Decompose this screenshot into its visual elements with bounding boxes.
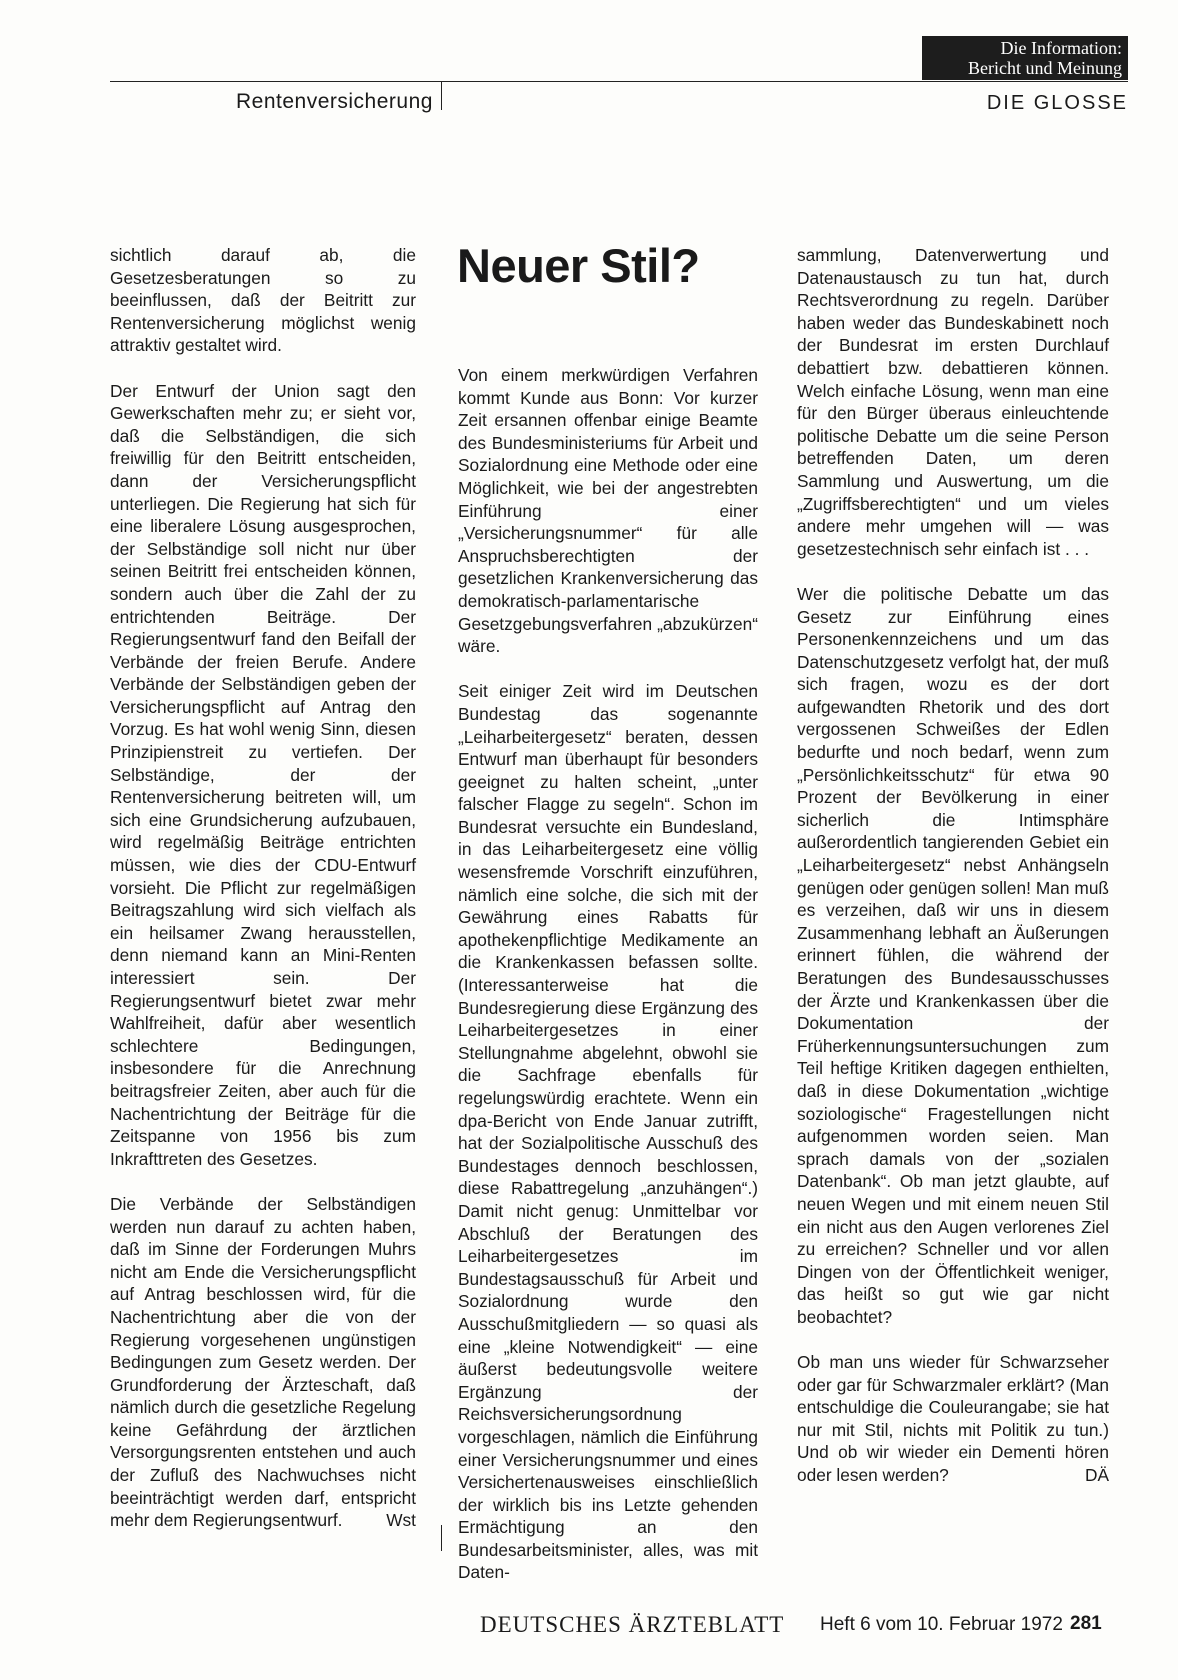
right-column bbox=[797, 244, 1109, 1509]
left-paragraph bbox=[110, 1193, 416, 1532]
column-divider-bottom bbox=[441, 1525, 442, 1551]
left-paragraph-text: Die Verbände der Selbständigen werden nun darauf zu achten haben, daß im Sinne der Forderungen Muhrs nicht am Ende die Versicherungspflicht auf Antrag beschlossen wird, für die Nachentrichtung aber die von der Regierung vorgesehenen ungünstigen Bedingungen zum Gesetz werden. Der Grundforderung der Ärzteschaft, daß nämlich durch die gesetzliche Regelung keine Gefährdung der ärztlichen Versorgungsrenten entstehen und auch der Zufluß des Nachwuchses nicht beeinträchtigt werden darf, entspricht mehr dem Regierungsentwurf. bbox=[110, 1193, 416, 1531]
author-signature: Wst bbox=[386, 1510, 416, 1531]
page-number: 281 bbox=[1070, 1613, 1102, 1634]
middle-paragraph: Seit einiger Zeit wird im Deutschen Bundestag das sogenannte „Leiharbeitergesetz“ beraten, dessen Entwurf man überhaupt für besonders geeignet zu halten scheint, „unter falscher Flagge zu segeln“. Schon im Bundesrat versuchte ein Bundesland, in das Leiharbeitergesetz eine völlig wesensfremde Vorschrift einzuführen, nämlich eine solche, die sich mit der Gewährung eines Rabatts für apothekenpflichtige Medikamente an die Krankenkassen befassen sollte. (Interessanterweise hat die Bundesregierung diese Ergänzung des Leiharbeitergesetzes in einer Stellungnahme abgelehnt, obwohl sie die Sachfrage ebenfalls für regelungswürdig erachtete. Wenn ein dpa-Bericht von Ende Januar zutrifft, hat der Sozialpolitische Ausschuß des Bundestages dennoch beschlossen, diese Rabattregelung „anzuhängen“.) Damit nicht genug: Unmittelbar vor Abschluß der Beratungen des Leiharbeitergesetzes im Bundestagsausschuß für Arbeit und Sozialordnung wurde den Ausschußmitgliedern — so quasi als eine „kleine Notwendigkeit“ — eine äußerst bedeutungsvolle weitere Ergänzung der Reichsversicherungsordnung vorgeschlagen, nämlich die Einführung einer Versicherungsnummer und eines Versichertenausweises einschließlich der wirklich bis ins Letzte gehenden Ermächtigung an den Bundesarbeitsminister, alles, was mit Daten- bbox=[458, 681, 758, 1583]
category-label: DIE GLOSSE bbox=[986, 92, 1128, 114]
issue-info: Heft 6 vom 10. Februar 1972 bbox=[820, 1614, 1063, 1635]
right-paragraph: sammlung, Datenverwertung und Datenaustausch zu tun hat, durch Rechtsverordnung zu regeln. Darüber haben weder das Bundeskabinett noch der Bundesrat im ersten Durchlauf debattiert bzw. debattieren können. Welch einfache Lösung, wenn man eine für den Bürger überaus einleuchtende politische Debatte um die seine Person betreffenden Daten, um deren Sammlung und Auswertung, um die „Zugriffsberechtigten“ und um vieles andere mehr umgehen will — was gesetzestechnisch sehr einfach ist . . . bbox=[797, 245, 1109, 559]
left-paragraph: Der Entwurf der Union sagt den Gewerkschaften mehr zu; er sieht vor, daß die Selbständigen, die sich freiwillig für den Beitritt entscheiden, dann der Versicherungspflicht unterliegen. Die Regierung hat sich für eine liberalere Lösung ausgesprochen, der Selbständige soll nicht nur über seinen Beitritt frei entscheiden können, sondern auch über die Zahl der zu entrichtenden Beiträge. Der Regierungsentwurf fand den Beifall der Verbände der freien Berufe. Andere Verbände der Selbständigen geben der Versicherungspflicht auf Antrag den Vorzug. Es hat wohl wenig Sinn, diesen Prinzipienstreit zu vertiefen. Der Selbständige, der der Rentenversicherung beitreten will, um sich eine Grundsicherung aufzubauen, wird regelmäßig Beiträge entrichten müssen, wie dies der CDU-Entwurf vorsieht. Die Pflicht zur regelmäßigen Beitragszahlung wird sich vielfach als ein heilsamer Zwang herausstellen, denn niemand kann an Mini-Renten interessiert sein. Der Regierungsentwurf bietet zwar mehr Wahlfreiheit, dafür aber wesentlich schlechtere Bedingungen, insbesondere für die Anrechnung beitragsfreier Zeiten, aber auch für die Nachentrichtung der Beiträge für die Zeitspanne von 1956 bis zum Inkrafttreten des Gesetzes. bbox=[110, 380, 416, 1169]
middle-paragraph: Von einem merkwürdigen Verfahren kommt Kunde aus Bonn: Vor kurzer Zeit ersannen offenbar einige Beamte des Bundesministeriums für Arbeit und Sozialordnung eine Methode oder eine Möglichkeit, wie bei der angestrebten Einführung einer „Versicherungsnummer“ für alle Anspruchsberechtigten der gesetzlichen Krankenversicherung das demokratisch-parlamentarische Gesetzgebungsverfahren „abzukürzen“ wäre. bbox=[458, 365, 758, 657]
right-paragraph-text: Ob man uns wieder für Schwarzseher oder gar für Schwarzmaler erklärt? (Man entschuldige die Couleurangabe; sie hat nur mit Stil, nichts mit Politik zu tun.) Und ob wir wieder ein Dementi hören oder lesen werden? bbox=[797, 1352, 1109, 1486]
rubric-label-line2: Bericht und Meinung bbox=[968, 58, 1122, 78]
right-paragraph bbox=[797, 1351, 1109, 1487]
left-column bbox=[110, 244, 416, 1554]
right-paragraph: Wer die politische Debatte um das Gesetz zur Einführung eines Personenkennzeichens und um das Datenschutzgesetz verfolgt hat, der muß sich fragen, wozu es der dort aufgewandten Rhetorik und des dort vergossenen Schweißes der Edlen bedurfte und noch bedarf, wenn zum „Persönlichkeitsschutz“ für etwa 90 Prozent der Bevölkerung in einer sicherlich die Intimsphäre außerordentlich tangierenden Gebiet ein „Leiharbeitergesetz“ nebst Anhängseln genügen oder genügen sollen! Man muß es verzeihen, daß wir uns in diesem Zusammenhang lebhaft an Äußerungen erinnert fühlen, die während der Beratungen des Bundesausschusses der Ärzte und Krankenkassen über die Dokumentation der Früherkennungsuntersuchungen zum Teil heftige Kritiken dagegen enthielten, daß in diese Dokumentation „wichtige soziologische“ Fragestellungen nicht aufgenommen worden seien. Man sprach damals von der „sozialen Datenbank“. Ob man jetzt glaubte, auf neuen Wegen und mit einem neuen Stil ein nicht aus den Augen verlorenes Ziel zu erreichen? Schneller und vor allen Dingen von der Öffentlichkeit weniger, das heißt so gut wie gar nicht beobachtet? bbox=[797, 583, 1109, 1327]
section-title: Rentenversicherung bbox=[236, 90, 433, 113]
editorial-signature: DÄ bbox=[1084, 1465, 1109, 1486]
left-paragraph: sichtlich darauf ab, die Gesetzesberatungen so zu beeinflussen, daß der Beitritt zur Rentenversicherung möglichst wenig attraktiv gestaltet wird. bbox=[110, 245, 416, 356]
column-divider-top bbox=[441, 81, 442, 110]
journal-masthead: DEUTSCHES ÄRZTEBLATT bbox=[480, 1612, 785, 1637]
rubric-label-line1: Die Information: bbox=[1000, 38, 1122, 58]
middle-column bbox=[458, 364, 758, 1607]
rubric-label bbox=[922, 36, 1128, 80]
header-rule bbox=[110, 81, 1128, 82]
article-headline: Neuer Stil? bbox=[457, 239, 700, 292]
